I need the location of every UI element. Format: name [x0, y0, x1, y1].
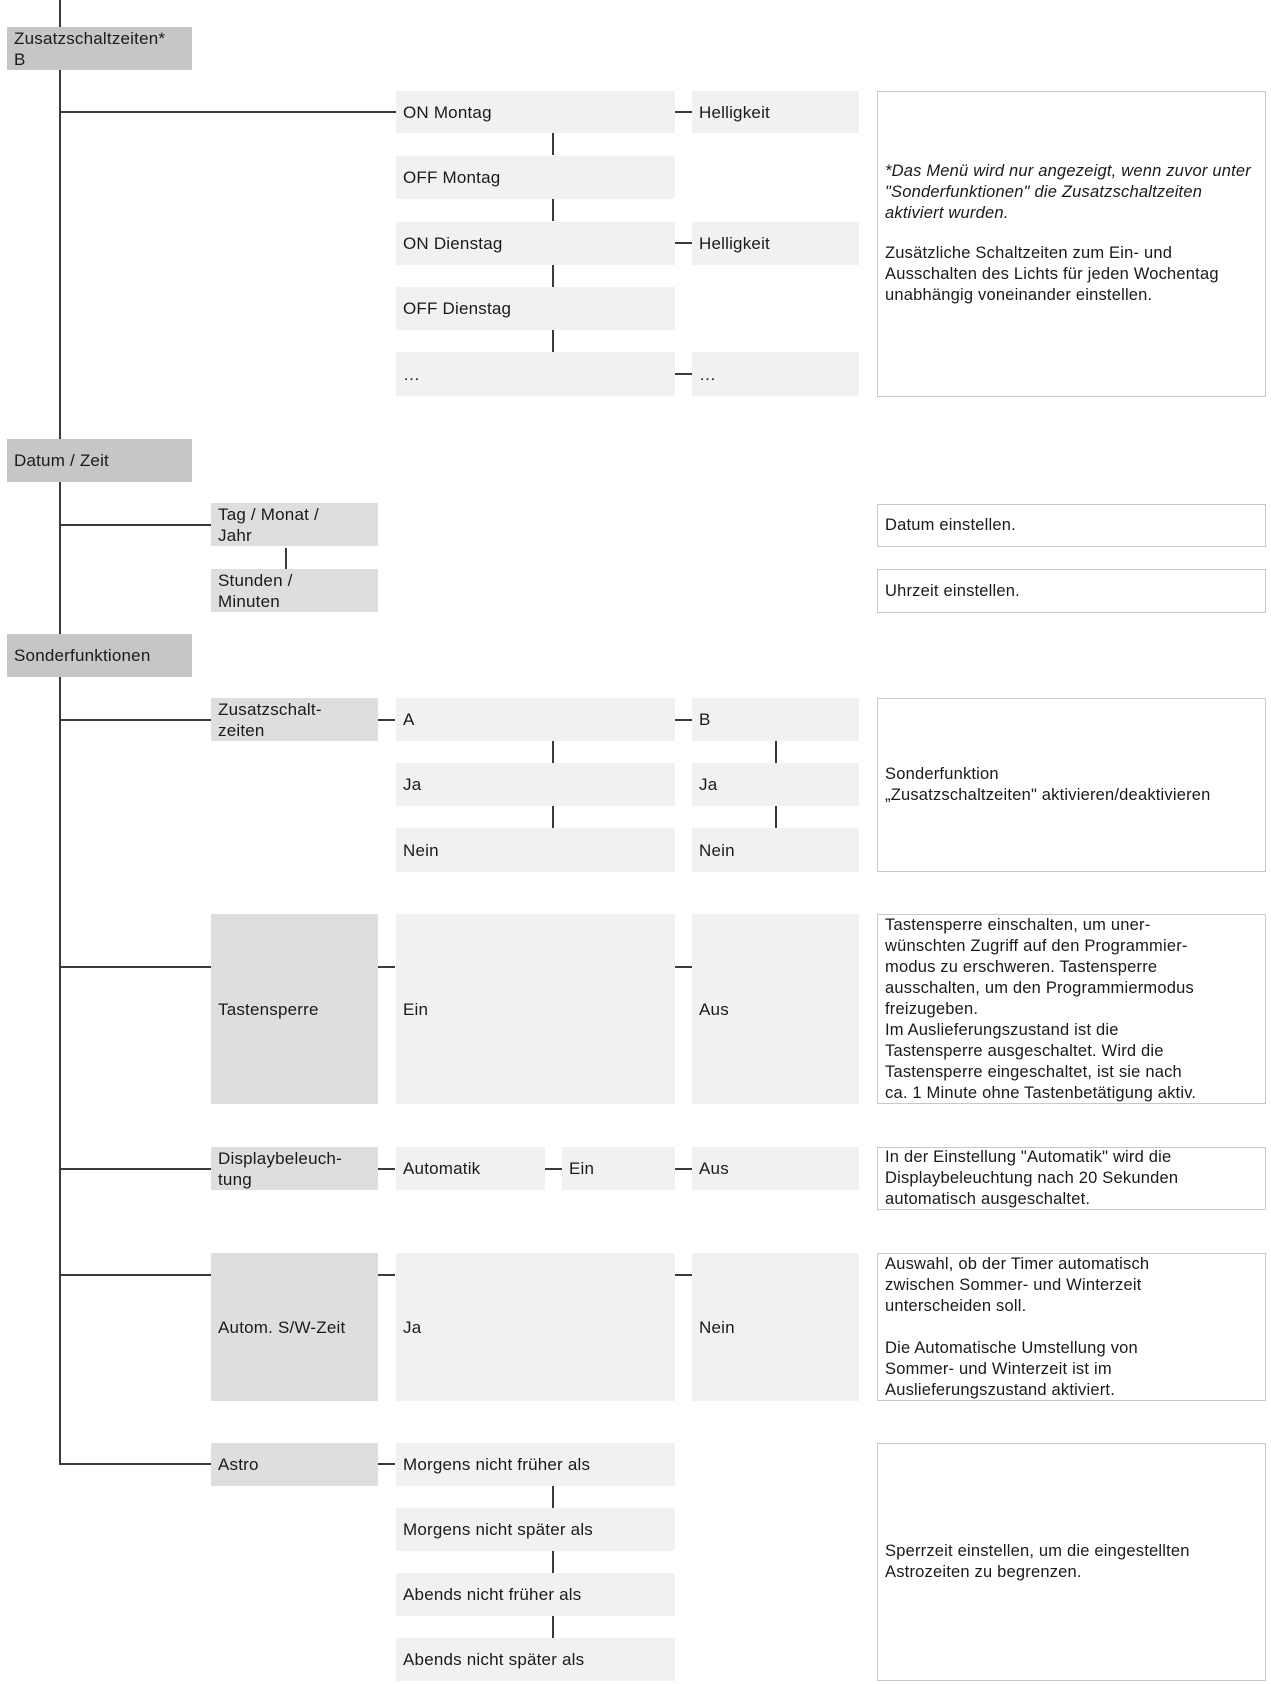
- note-uhrzeit: Uhrzeit einstellen.: [877, 569, 1266, 613]
- h-dash: [675, 966, 692, 968]
- option-abends-nicht-frueher[interactable]: Abends nicht früher als: [396, 1573, 675, 1616]
- v-connector: [552, 1551, 554, 1573]
- v-connector: [552, 265, 554, 287]
- option-b[interactable]: B: [692, 698, 859, 741]
- note-displaybeleuchtung: In der Einstellung "Automatik" wird die Displaybeleuchtung nach 20 Sekunden automatisch ausgeschaltet.: [877, 1147, 1266, 1210]
- h-dash: [378, 719, 395, 721]
- v-connector: [775, 741, 777, 763]
- option-morgens-nicht-spaeter[interactable]: Morgens nicht später als: [396, 1508, 675, 1551]
- menu-item-on-montag[interactable]: ON Montag: [396, 91, 675, 133]
- h-dash: [675, 111, 692, 113]
- option-ein[interactable]: Ein: [396, 914, 675, 1104]
- menu-item-on-dienstag[interactable]: ON Dienstag: [396, 222, 675, 265]
- note-text: Zusätzliche Schaltzeiten zum Ein- und Ausschalten des Lichts für jeden Wochentag unabhängig voneinander einstellen.: [885, 244, 1219, 304]
- option-a-nein[interactable]: Nein: [396, 828, 675, 872]
- branch-line-display: [59, 1168, 211, 1170]
- main-trunk-line: [59, 0, 61, 1464]
- option-ein[interactable]: Ein: [562, 1147, 675, 1190]
- menu-item-tastensperre[interactable]: Tastensperre: [211, 914, 378, 1104]
- option-aus[interactable]: Aus: [692, 914, 859, 1104]
- menu-item-off-montag[interactable]: OFF Montag: [396, 156, 675, 199]
- option-morgens-nicht-frueher[interactable]: Morgens nicht früher als: [396, 1443, 675, 1486]
- menu-item-astro[interactable]: Astro: [211, 1443, 378, 1486]
- v-connector: [552, 330, 554, 352]
- note-zusatzschaltzeiten-b: [877, 91, 1266, 397]
- h-dash: [675, 719, 692, 721]
- h-dash: [378, 1168, 395, 1170]
- v-connector: [552, 1486, 554, 1508]
- menu-item-more[interactable]: …: [692, 352, 859, 396]
- h-dash: [378, 966, 395, 968]
- option-automatik[interactable]: Automatik: [396, 1147, 545, 1190]
- option-aus[interactable]: Aus: [692, 1147, 859, 1190]
- option-a-ja[interactable]: Ja: [396, 763, 675, 806]
- h-dash: [378, 1274, 395, 1276]
- menu-item-helligkeit[interactable]: Helligkeit: [692, 91, 859, 133]
- menu-item-sw-zeit[interactable]: Autom. S/W-Zeit: [211, 1253, 378, 1401]
- v-connector: [552, 741, 554, 763]
- h-dash: [675, 242, 692, 244]
- branch-line-datum: [59, 524, 211, 526]
- h-dash: [378, 1463, 395, 1465]
- v-connector: [552, 806, 554, 828]
- menu-sonderfunktionen[interactable]: Sonderfunktionen: [7, 634, 192, 677]
- menu-item-tag-monat-jahr[interactable]: Tag / Monat / Jahr: [211, 503, 378, 546]
- option-b-nein[interactable]: Nein: [692, 828, 859, 872]
- v-connector: [552, 1616, 554, 1638]
- branch-line-sw: [59, 1274, 211, 1276]
- branch-line-zusatz: [59, 719, 211, 721]
- option-ja[interactable]: Ja: [396, 1253, 675, 1401]
- note-astro: Sperrzeit einstellen, um die eingestellten Astrozeiten zu begrenzen.: [877, 1443, 1266, 1681]
- option-b-ja[interactable]: Ja: [692, 763, 859, 806]
- option-nein[interactable]: Nein: [692, 1253, 859, 1401]
- h-dash: [675, 1168, 692, 1170]
- v-connector: [552, 199, 554, 221]
- menu-item-stunden-minuten[interactable]: Stunden / Minuten: [211, 569, 378, 612]
- menu-item-displaybeleuchtung[interactable]: Displaybeleuch- tung: [211, 1147, 378, 1190]
- branch-line-tastensperre: [59, 966, 211, 968]
- menu-item-more[interactable]: …: [396, 352, 675, 396]
- branch-line-zusatz-b: [59, 111, 396, 113]
- h-dash: [675, 1274, 692, 1276]
- branch-line-astro: [59, 1463, 211, 1465]
- note-zusatzschaltzeiten: Sonderfunktion „Zusatzschaltzeiten" aktivieren/deaktivieren: [877, 698, 1266, 872]
- menu-datum-zeit[interactable]: Datum / Zeit: [7, 439, 192, 482]
- v-connector: [775, 806, 777, 828]
- menu-zusatzschaltzeiten-b[interactable]: Zusatzschaltzeiten* B: [7, 27, 192, 70]
- v-connector: [552, 133, 554, 155]
- menu-item-off-dienstag[interactable]: OFF Dienstag: [396, 287, 675, 330]
- menu-item-helligkeit[interactable]: Helligkeit: [692, 222, 859, 265]
- option-abends-nicht-spaeter[interactable]: Abends nicht später als: [396, 1638, 675, 1681]
- note-tastensperre: Tastensperre einschalten, um uner- wünschten Zugriff auf den Programmier- modus zu erschweren. Tastensperre ausschalten, um den Programmiermodus freizugeben. Im Auslieferungszustand ist die Tastensperre ausgeschaltet. Wird die Tastensperre eingeschaltet, ist sie nach ca. 1 Minute ohne Tastenbetätigung aktiv.: [877, 914, 1266, 1104]
- note-italic-text: *Das Menü wird nur angezeigt, wenn zuvor unter "Sonderfunktionen" die Zusatzschaltzeiten aktiviert wurden.: [885, 162, 1251, 222]
- menu-item-zusatzschaltzeiten[interactable]: Zusatzschalt- zeiten: [211, 698, 378, 741]
- v-connector: [285, 548, 287, 570]
- option-a[interactable]: A: [396, 698, 675, 741]
- note-sw-zeit: Auswahl, ob der Timer automatisch zwischen Sommer- und Winterzeit unterscheiden soll. Die Automatische Umstellung von Sommer- und Winterzeit ist im Auslieferungszustand aktiviert.: [877, 1253, 1266, 1401]
- h-dash: [545, 1168, 562, 1170]
- h-dash: [675, 373, 692, 375]
- note-datum: Datum einstellen.: [877, 504, 1266, 547]
